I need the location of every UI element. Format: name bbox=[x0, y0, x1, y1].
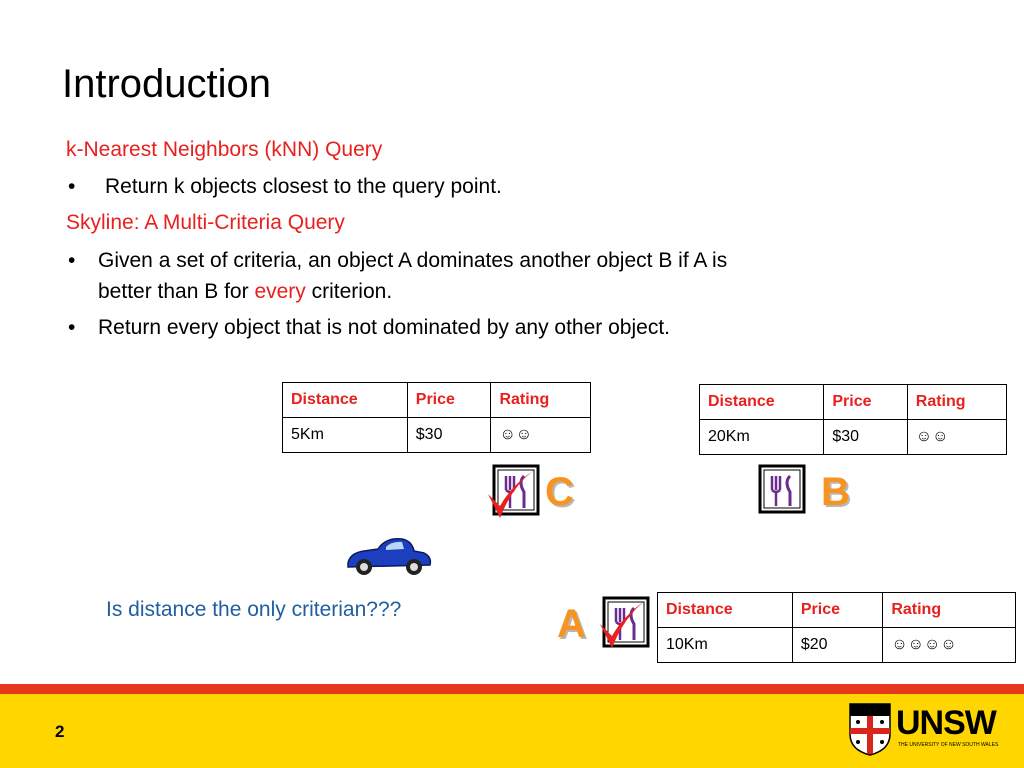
restaurant-icon bbox=[758, 464, 806, 514]
bullet-marker: • bbox=[68, 249, 76, 272]
header-price: Price bbox=[792, 593, 882, 628]
restaurant-a-table bbox=[657, 592, 1016, 663]
checkmark-icon bbox=[596, 592, 656, 654]
cell-rating: ☺☺ bbox=[491, 418, 591, 453]
skyline-bullet-2: Return every object that is not dominated by any other object. bbox=[98, 316, 670, 339]
header-price: Price bbox=[407, 383, 491, 418]
restaurant-b-table bbox=[699, 384, 1007, 455]
cell-price: $30 bbox=[407, 418, 491, 453]
label-c: C bbox=[545, 470, 574, 514]
unsw-subtext: THE UNIVERSITY OF NEW SOUTH WALES bbox=[898, 742, 999, 748]
label-a: A bbox=[557, 602, 586, 646]
cell-rating: ☺☺☺☺ bbox=[883, 628, 1016, 663]
knn-bullet: Return k objects closest to the query point. bbox=[105, 175, 502, 198]
label-b: B bbox=[821, 470, 850, 514]
restaurant-c-table bbox=[282, 382, 591, 453]
table-header-row bbox=[283, 383, 591, 418]
knn-heading: k-Nearest Neighbors (kNN) Query bbox=[66, 138, 383, 161]
unsw-wordmark: UNSW bbox=[896, 704, 996, 742]
slide-title: Introduction bbox=[62, 62, 272, 106]
table-header-row bbox=[658, 593, 1016, 628]
header-rating: Rating bbox=[883, 593, 1016, 628]
cell-distance: 5Km bbox=[283, 418, 408, 453]
every-emphasis: every bbox=[254, 280, 306, 303]
cell-price: $30 bbox=[824, 420, 907, 455]
cell-distance: 10Km bbox=[658, 628, 793, 663]
skyline-bullet-1b-pre: better than B for bbox=[98, 280, 255, 303]
cell-price: $20 bbox=[792, 628, 882, 663]
header-rating: Rating bbox=[491, 383, 591, 418]
bullet-marker: • bbox=[68, 316, 76, 339]
header-rating: Rating bbox=[907, 385, 1006, 420]
bullet-marker: • bbox=[68, 175, 76, 198]
table-row bbox=[283, 418, 591, 453]
skyline-bullet-1b-post: criterion. bbox=[305, 280, 393, 303]
unsw-crest-icon bbox=[848, 700, 892, 756]
table-header-row bbox=[700, 385, 1007, 420]
skyline-heading: Skyline: A Multi-Criteria Query bbox=[66, 211, 345, 234]
cell-rating: ☺☺ bbox=[907, 420, 1006, 455]
footer-stripe bbox=[0, 684, 1024, 694]
header-distance: Distance bbox=[658, 593, 793, 628]
table-row bbox=[658, 628, 1016, 663]
header-distance: Distance bbox=[700, 385, 824, 420]
car-icon bbox=[342, 535, 434, 577]
page-number: 2 bbox=[55, 722, 65, 741]
skyline-bullet-1a: Given a set of criteria, an object A dominates another object B if A is bbox=[98, 249, 728, 272]
cell-distance: 20Km bbox=[700, 420, 824, 455]
question-text: Is distance the only criterian??? bbox=[106, 598, 402, 621]
header-price: Price bbox=[824, 385, 907, 420]
skyline-bullet-1b bbox=[98, 280, 392, 304]
table-row bbox=[700, 420, 1007, 455]
checkmark-icon bbox=[484, 462, 544, 524]
header-distance: Distance bbox=[283, 383, 408, 418]
